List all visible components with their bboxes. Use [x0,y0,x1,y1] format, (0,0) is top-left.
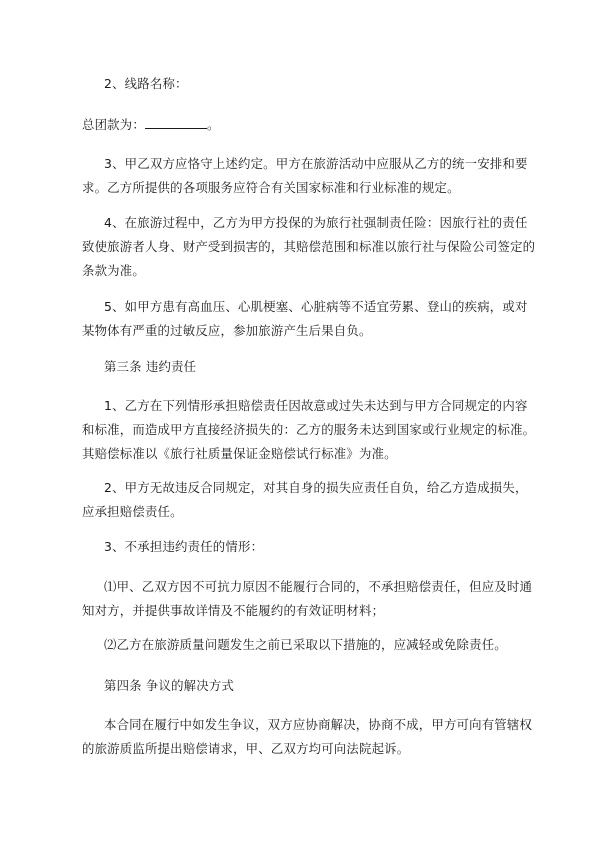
route-name-line: 2、线路名称： [104,76,188,91]
total-price-line [82,113,537,137]
paragraph-item-4: 4、在旅游过程中，乙方为甲方投保的为旅行社强制责任险：因旅行社的责任致使旅游者人身、财产受到损害的，其赔偿范围和标准以旅行社与保险公司签定的条款为准。 [82,215,536,278]
paragraph-item-5: 5、如甲方患有高血压、心肌梗塞、心脏病等不适宜劳累、登山的疾病，或对某物体有严重的过敏反应，参加旅游产生后果自负。 [82,299,528,338]
article-3-item-3-1: ⑴甲、乙双方因不可抗力原因不能履行合同的，不承担赔偿责任，但应及时通知对方，并提供事故详情及不能履约的有效证明材料； [82,579,533,618]
total-price-suffix: 。 [206,117,220,132]
paragraph-item-3: 3、甲乙双方应恪守上述约定。甲方在旅游活动中应服从乙方的统一安排和要求。乙方所提供的各项服务应符合有关国家标准和行业标准的规定。 [82,156,528,195]
total-price-blank[interactable] [145,116,207,129]
article-3-item-1: 1、乙方在下列情形承担赔偿责任因故意或过失未达到与甲方合同规定的内容和标准，而造成甲方直接经济损失的：乙方的服务未达到国家或行业规定的标准。其赔偿标准以《旅行社质量保证金赔偿试行标准》为准。 [82,398,536,461]
article-3-item-3: 3、不承担违约责任的情形： [104,539,264,554]
total-price-label: 总团款为： [82,117,145,132]
article-3-item-3-2: ⑵乙方在旅游质量问题发生之前已采取以下措施的，应减轻或免除责任。 [104,637,507,652]
article-3-title: 第三条 违约责任 [104,359,197,374]
article-3-item-2: 2、甲方无故违反合同规定，对其自身的损失应责任自负，给乙方造成损失，应承担赔偿责任。 [82,480,528,519]
article-4-title: 第四条 争议的解决方式 [104,678,235,693]
article-4-body: 本合同在履行中如发生争议，双方应协商解决，协商不成，甲方可向有管辖权的旅游质监所提出赔偿请求，甲、乙双方均可向法院起诉。 [82,717,533,756]
